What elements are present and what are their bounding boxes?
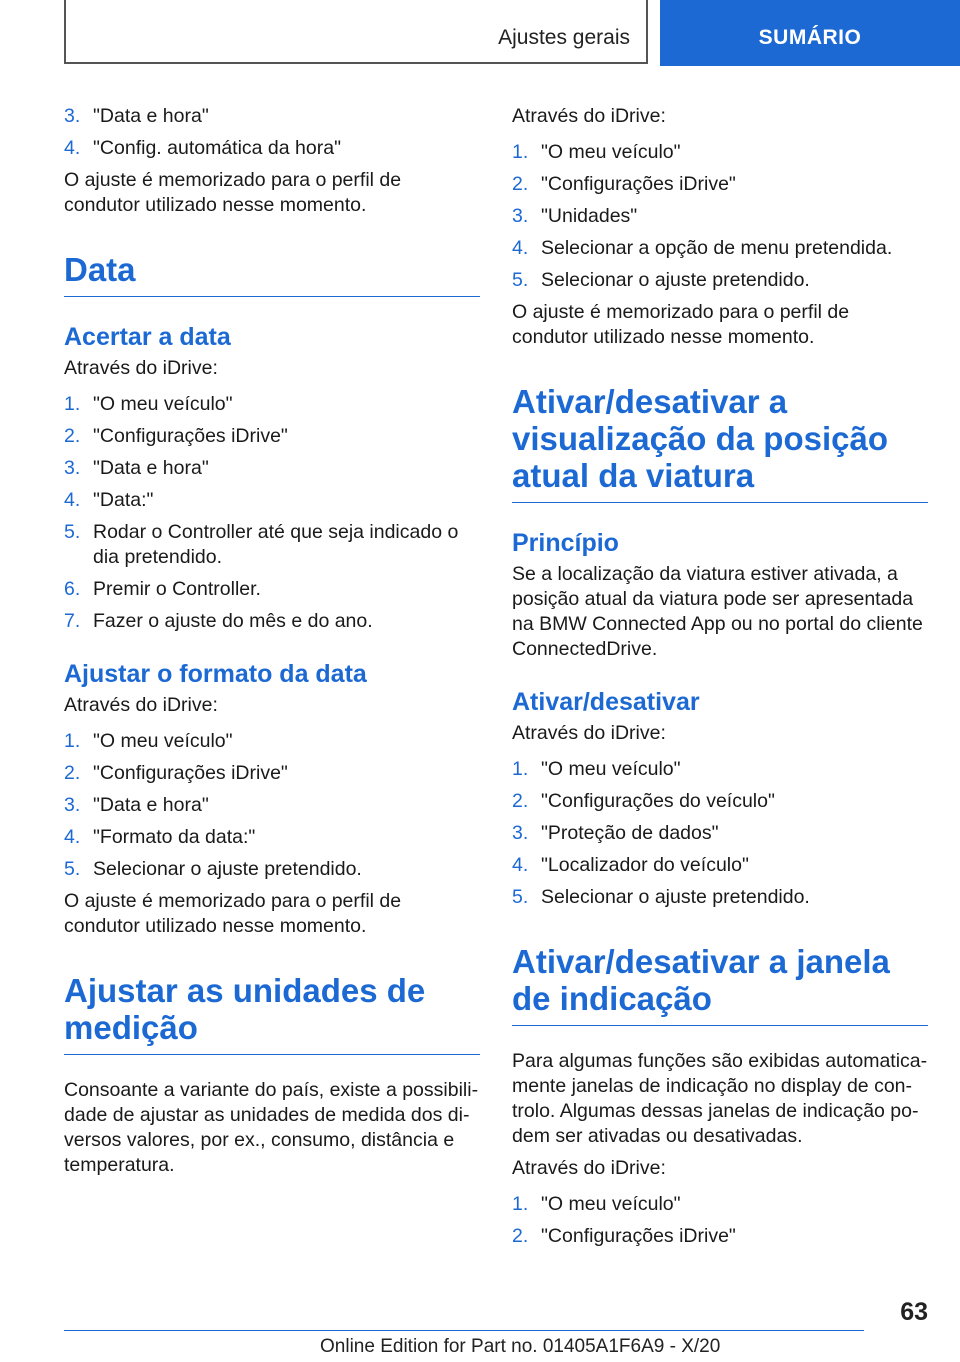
step-text: "O meu veículo" [93,393,233,415]
step-number: 1. [512,1193,529,1215]
step-text: "O meu veículo" [541,758,681,780]
step-text: "O meu veículo" [93,730,233,752]
header-section-box [64,0,648,64]
step-number: 5. [512,886,529,908]
step-text: "Config. automática da hora" [93,137,341,159]
list-item [64,793,480,818]
step-number: 4. [64,489,81,511]
step-number: 1. [64,730,81,752]
page-number: 63 [900,1298,928,1326]
step-number: 7. [64,610,81,632]
step-text: "Data:" [93,489,154,511]
section-title: Ajustes gerais [498,26,630,49]
list-item [64,520,480,570]
lead-text: Através do iDrive: [512,1157,666,1179]
list-item [512,1192,928,1217]
step-text: "Data e hora" [93,794,209,816]
list-item [512,268,928,293]
list-item [512,789,928,814]
heading-ativar-desativar: Ativar/desativar [512,688,700,716]
step-number: 1. [512,141,529,163]
step-text: "Configurações iDrive" [93,762,288,784]
steps-formato [64,729,480,882]
steps-posicao [512,757,928,910]
step-text: "Unidades" [541,205,638,227]
heading-unidades: Ajustar as unidades de medição [64,972,480,1055]
step-text: Selecionar o ajuste pretendido. [93,858,362,880]
edition-footer: Online Edition for Part no. 01405A1F6A9 - X/20 [320,1336,721,1357]
list-item [512,757,928,782]
step-number: 4. [64,826,81,848]
step-text: "Configurações do veículo" [541,790,775,812]
step-text: Selecionar a opção de menu pretendida. [541,237,893,259]
step-number: 2. [64,425,81,447]
step-number: 3. [64,457,81,479]
step-text: Premir o Controller. [93,578,261,600]
list-item [64,104,480,129]
unidades-text: Consoante a variante do país, existe a possibilidade de ajustar as unidades de medida dos diversos valores, por ex., consumo, distância e temperatura. [64,1079,479,1176]
heading-acertar-data: Acertar a data [64,323,231,351]
list-item [512,204,928,229]
step-number: 4. [512,237,529,259]
left-column [64,104,480,1178]
step-text: "O meu veículo" [541,141,681,163]
list-item [64,488,480,513]
step-number: 3. [512,205,529,227]
step-number: 2. [512,1225,529,1247]
heading-posicao: Ativar/desativar a visualização da posição atual da viatura [512,383,928,503]
steps-janela [512,1192,928,1249]
list-item [512,1224,928,1249]
step-number: 5. [64,858,81,880]
list-item [512,172,928,197]
lead-text: Através do iDrive: [64,694,218,716]
list-item [64,577,480,602]
lead-text: Através do iDrive: [512,105,666,127]
step-text: "Configurações iDrive" [541,173,736,195]
footer-divider [64,1330,864,1331]
list-item [64,136,480,161]
list-item [512,140,928,165]
step-number: 5. [512,269,529,291]
step-text: Selecionar o ajuste pretendido. [541,269,810,291]
principio-text: Se a localização da viatura estiver ativada, a posição atual da viatura pode ser apresentada na BMW Connected App ou no portal do cliente ConnectedDrive. [512,563,923,660]
step-text: Rodar o Controller até que seja indicado o dia pretendido. [93,521,459,568]
step-text: Fazer o ajuste do mês e do ano. [93,610,373,632]
summary-button[interactable]: SUMÁRIO [660,0,960,66]
step-number: 4. [512,854,529,876]
lead-text: Através do iDrive: [64,357,218,379]
memory-note: O ajuste é memorizado para o perfil de condutor utilizado nesse momento. [64,169,402,216]
list-item [512,821,928,846]
step-text: "Configurações iDrive" [93,425,288,447]
intro-list [64,104,480,161]
step-number: 1. [64,393,81,415]
list-item [512,853,928,878]
steps-unidades [512,140,928,293]
step-number: 2. [64,762,81,784]
step-text: "Data e hora" [93,105,209,127]
step-number: 3. [512,822,529,844]
step-text: "Proteção de dados" [541,822,719,844]
list-item [64,857,480,882]
heading-principio: Princípio [512,529,619,557]
step-number: 2. [512,790,529,812]
step-number: 1. [512,758,529,780]
step-text: "Data e hora" [93,457,209,479]
janela-text: Para algumas funções são exibidas automaticamente janelas de indicação no display de controlo. Algumas dessas janelas de indicação podem ser ativadas ou desativadas. [512,1050,928,1147]
step-number: 6. [64,578,81,600]
step-text: "Configurações iDrive" [541,1225,736,1247]
step-text: "Formato da data:" [93,826,256,848]
memory-note: O ajuste é memorizado para o perfil de condutor utilizado nesse momento. [512,301,850,348]
list-item [64,392,480,417]
step-number: 3. [64,105,81,127]
step-number: 4. [64,137,81,159]
step-text: Selecionar o ajuste pretendido. [541,886,810,908]
step-text: "O meu veículo" [541,1193,681,1215]
step-text: "Localizador do veículo" [541,854,749,876]
list-item [512,236,928,261]
step-number: 3. [64,794,81,816]
step-number: 2. [512,173,529,195]
lead-text: Através do iDrive: [512,722,666,744]
list-item [512,885,928,910]
heading-formato-data: Ajustar o formato da data [64,660,367,688]
step-number: 5. [64,521,81,543]
heading-data: Data [64,251,480,297]
list-item [64,609,480,634]
steps-acertar [64,392,480,634]
list-item [64,456,480,481]
list-item [64,729,480,754]
heading-janela: Ativar/desativar a janela de indicação [512,943,928,1026]
right-column [512,104,928,1249]
list-item [64,761,480,786]
list-item [64,825,480,850]
memory-note: O ajuste é memorizado para o perfil de condutor utilizado nesse momento. [64,890,402,937]
list-item [64,424,480,449]
